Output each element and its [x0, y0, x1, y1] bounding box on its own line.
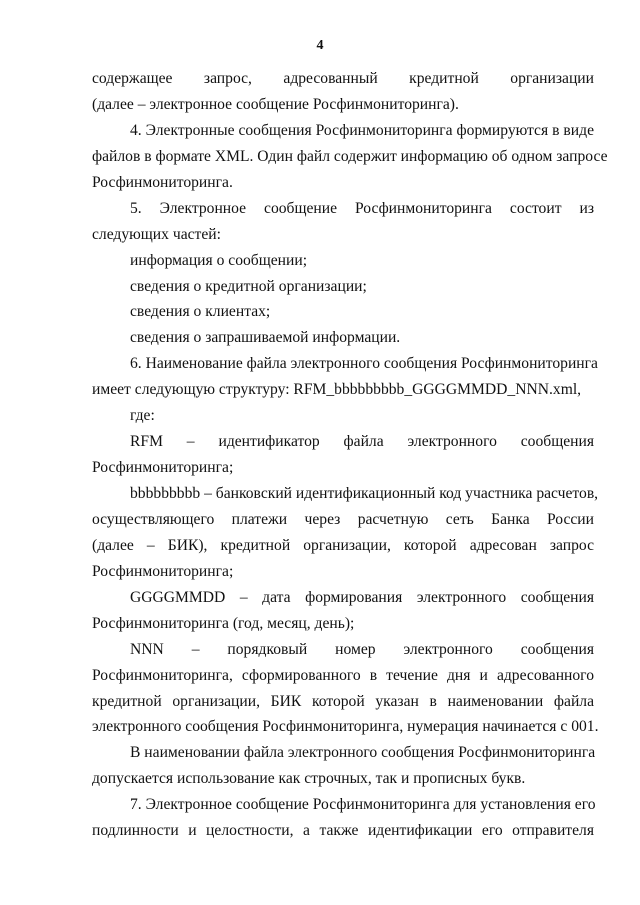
- text-line: подлинности и целостности, а также идентификации его отправителя: [92, 822, 594, 840]
- text-line: 4. Электронные сообщения Росфинмониторинга формируются в виде: [130, 121, 594, 139]
- text-line: Росфинмониторинга;: [92, 562, 234, 580]
- text-line: 7. Электронное сообщение Росфинмониторинга для установления его: [130, 796, 596, 814]
- text-line: электронного сообщения Росфинмониторинга, нумерация начинается с 001.: [92, 718, 599, 736]
- text-line: следующих частей:: [92, 225, 221, 243]
- text-line: допускается использование как строчных, так и прописных букв.: [92, 770, 526, 788]
- text-line: (далее – электронное сообщение Росфинмониторинга).: [92, 95, 459, 113]
- text-line: (далее – БИК), кредитной организации, которой адресован запрос: [92, 536, 594, 554]
- text-line: В наименовании файла электронного сообщения Росфинмониторинга: [130, 744, 596, 762]
- text-line: Росфинмониторинга;: [92, 459, 234, 477]
- text-line: NNN – порядковый номер электронного сообщения: [130, 640, 594, 658]
- text-line: сведения о клиентах;: [130, 303, 271, 321]
- text-line: Росфинмониторинга, сформированного в течение дня и адресованного: [92, 666, 594, 684]
- text-line: содержащее запрос, адресованный кредитной организации: [92, 70, 594, 87]
- text-line: RFM – идентификатор файла электронного сообщения: [130, 433, 594, 451]
- text-line: 5. Электронное сообщение Росфинмониторинга состоит из: [130, 199, 594, 217]
- text-line: где:: [130, 407, 155, 425]
- text-line: сведения о запрашиваемой информации.: [130, 329, 401, 347]
- page-number: 4: [316, 38, 324, 53]
- text-line: информация о сообщении;: [130, 251, 308, 269]
- text-line: GGGGMMDD – дата формирования электронного сообщения: [130, 588, 594, 606]
- text-line: Росфинмониторинга.: [92, 173, 233, 191]
- text-line: bbbbbbbbb – банковский идентификационный код участника расчетов,: [130, 485, 599, 502]
- text-line: сведения о кредитной организации;: [130, 277, 367, 295]
- text-line: Росфинмониторинга (год, месяц, день);: [92, 614, 355, 632]
- text-line: 6. Наименование файла электронного сообщения Росфинмониторинга: [130, 355, 598, 373]
- text-line: файлов в формате XML. Один файл содержит информацию об одном запросе: [92, 147, 608, 165]
- text-line: осуществляющего платежи через расчетную сеть Банка России: [92, 510, 594, 528]
- text-line: имеет следующую структуру: RFM_bbbbbbbbb_GGGGMMDD_NNN.xml,: [92, 381, 582, 399]
- text-line: кредитной организации, БИК которой указан в наименовании файла: [92, 692, 594, 710]
- document-body: [92, 66, 608, 844]
